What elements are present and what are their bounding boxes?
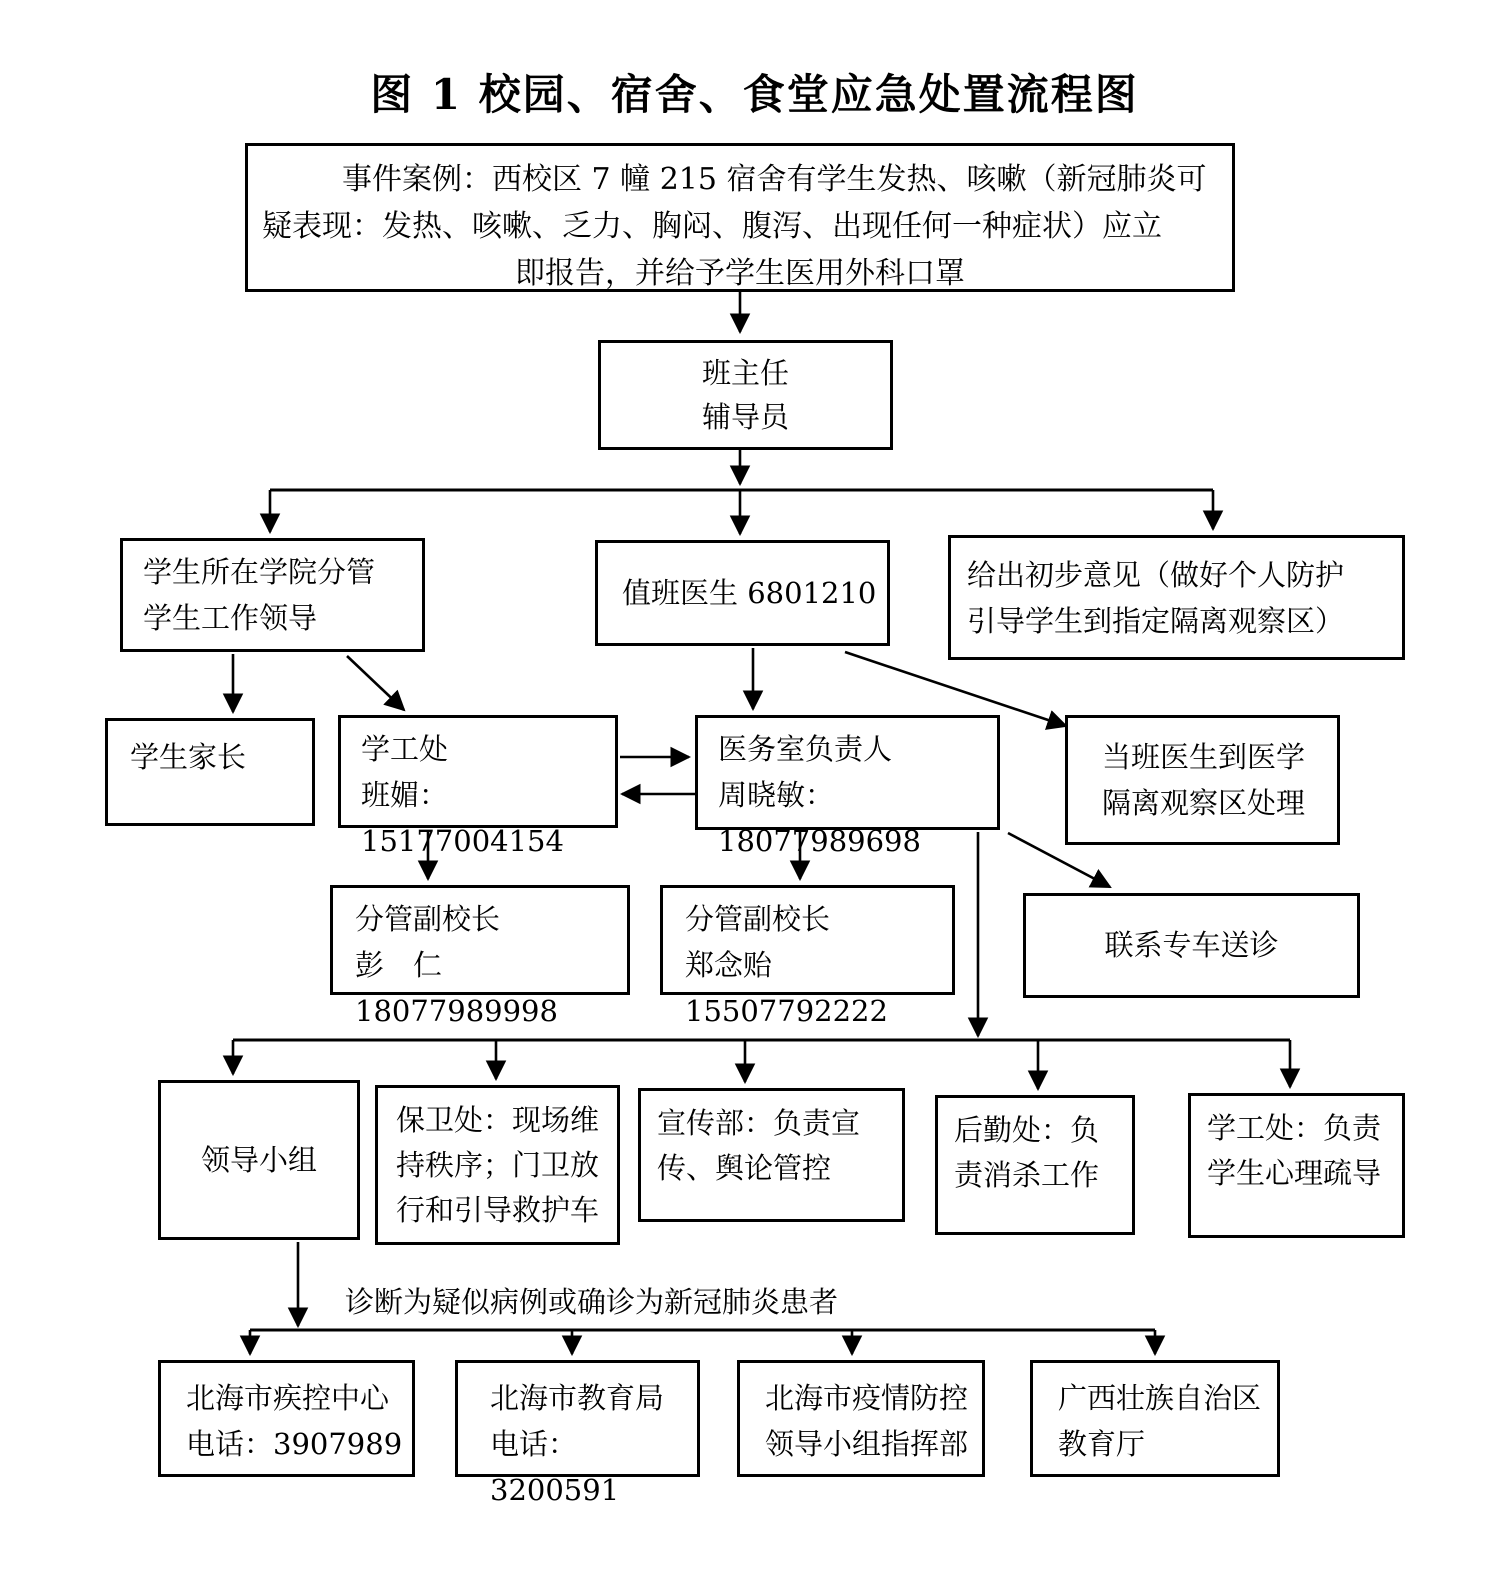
leading-group-text: 领导小组 xyxy=(200,1142,317,1177)
vice-principal-peng-line1: 分管副校长 xyxy=(355,902,501,936)
cdc-line1: 北海市疾控中心 xyxy=(186,1381,390,1415)
node-special-car xyxy=(1023,893,1360,998)
isolation-doctor-line2: 隔离观察区处理 xyxy=(1102,786,1306,820)
regional-education-line2: 教育厅 xyxy=(1058,1427,1146,1461)
node-incident-case xyxy=(245,143,1235,292)
node-education-bureau xyxy=(455,1360,700,1507)
node-duty-doctor xyxy=(595,540,890,646)
node-leading-group xyxy=(158,1080,360,1240)
node-initial-opinion xyxy=(948,535,1405,660)
initial-opinion-line1: 给出初步意见（做好个人防护 xyxy=(967,557,1345,592)
initial-opinion-line2: 引导学生到指定隔离观察区） xyxy=(967,603,1345,638)
node-psych-support xyxy=(1188,1093,1405,1238)
vice-principal-zheng-line1: 分管副校长 xyxy=(685,902,831,936)
special-car-text: 联系专车送诊 xyxy=(1104,928,1279,962)
node-regional-education xyxy=(1030,1360,1280,1477)
isolation-doctor-line1: 当班医生到医学 xyxy=(1102,740,1306,774)
psych-support-text: 学工处：负责学生心理疏导 xyxy=(1207,1111,1382,1190)
vice-principal-zheng-line2: 郑念贻 15507792222 xyxy=(685,948,888,1028)
connector-college-to-student-affairs xyxy=(347,656,404,710)
diagnosis-label: 诊断为疑似病例或确诊为新冠肺炎患者 xyxy=(345,1285,839,1319)
college-leader-line1: 学生所在学院分管 xyxy=(143,555,376,589)
node-isolation-doctor xyxy=(1065,715,1340,845)
incident-case-line3: 即报告，并给予学生医用外科口罩 xyxy=(515,256,965,291)
incident-case-line1: 事件案例：西校区 7 幢 215 宿舍有学生发热、咳嗽（新冠肺炎可 xyxy=(342,162,1207,197)
epidemic-hq-line1: 北海市疫情防控 xyxy=(765,1381,969,1415)
incident-case-line2: 疑表现：发热、咳嗽、乏力、胸闷、腹泻、出现任何一种症状）应立 xyxy=(262,209,1162,244)
node-vice-principal-peng xyxy=(330,885,630,1028)
security-office-text: 保卫处：现场维持秩序；门卫放行和引导救护车 xyxy=(396,1103,600,1227)
node-clinic-head xyxy=(695,715,1000,858)
clinic-head-line2: 周晓敏：18077989698 xyxy=(718,778,921,858)
clinic-head-line1: 医务室负责人 xyxy=(718,732,893,766)
regional-education-line1: 广西壮族自治区 xyxy=(1058,1381,1262,1415)
node-logistics-office xyxy=(935,1095,1135,1235)
head-teacher-line2: 辅导员 xyxy=(701,400,789,434)
education-bureau-line1: 北海市教育局 xyxy=(490,1381,665,1415)
student-affairs-line1: 学工处 xyxy=(361,732,449,766)
node-epidemic-hq xyxy=(737,1360,985,1477)
node-security-office xyxy=(375,1085,620,1245)
node-college-leader xyxy=(120,538,425,652)
node-propaganda-dept xyxy=(638,1088,905,1222)
node-student-parents xyxy=(105,718,315,826)
duty-doctor-text: 值班医生 6801210 xyxy=(622,575,877,610)
epidemic-hq-line2: 领导小组指挥部 xyxy=(765,1427,969,1461)
propaganda-dept-text: 宣传部：负责宣传、舆论管控 xyxy=(657,1106,861,1185)
logistics-office-text: 后勤处：负责消杀工作 xyxy=(954,1113,1100,1192)
student-affairs-line2: 班媚：15177004154 xyxy=(361,778,564,858)
cdc-line2: 电话：3907989 xyxy=(186,1427,403,1461)
vice-principal-peng-line2: 彭 仁 18077989998 xyxy=(355,948,558,1028)
node-vice-principal-zheng xyxy=(660,885,955,1028)
head-teacher-line1: 班主任 xyxy=(701,356,789,390)
node-student-affairs-office xyxy=(338,715,618,858)
figure-title: 图 1 校园、宿舍、食堂应急处置流程图 xyxy=(370,70,1139,119)
college-leader-line2: 学生工作领导 xyxy=(143,601,318,635)
node-head-teacher xyxy=(598,340,893,450)
student-parents-text: 学生家长 xyxy=(130,740,247,774)
node-cdc xyxy=(158,1360,415,1477)
education-bureau-line2: 电话：3200591 xyxy=(490,1427,620,1507)
